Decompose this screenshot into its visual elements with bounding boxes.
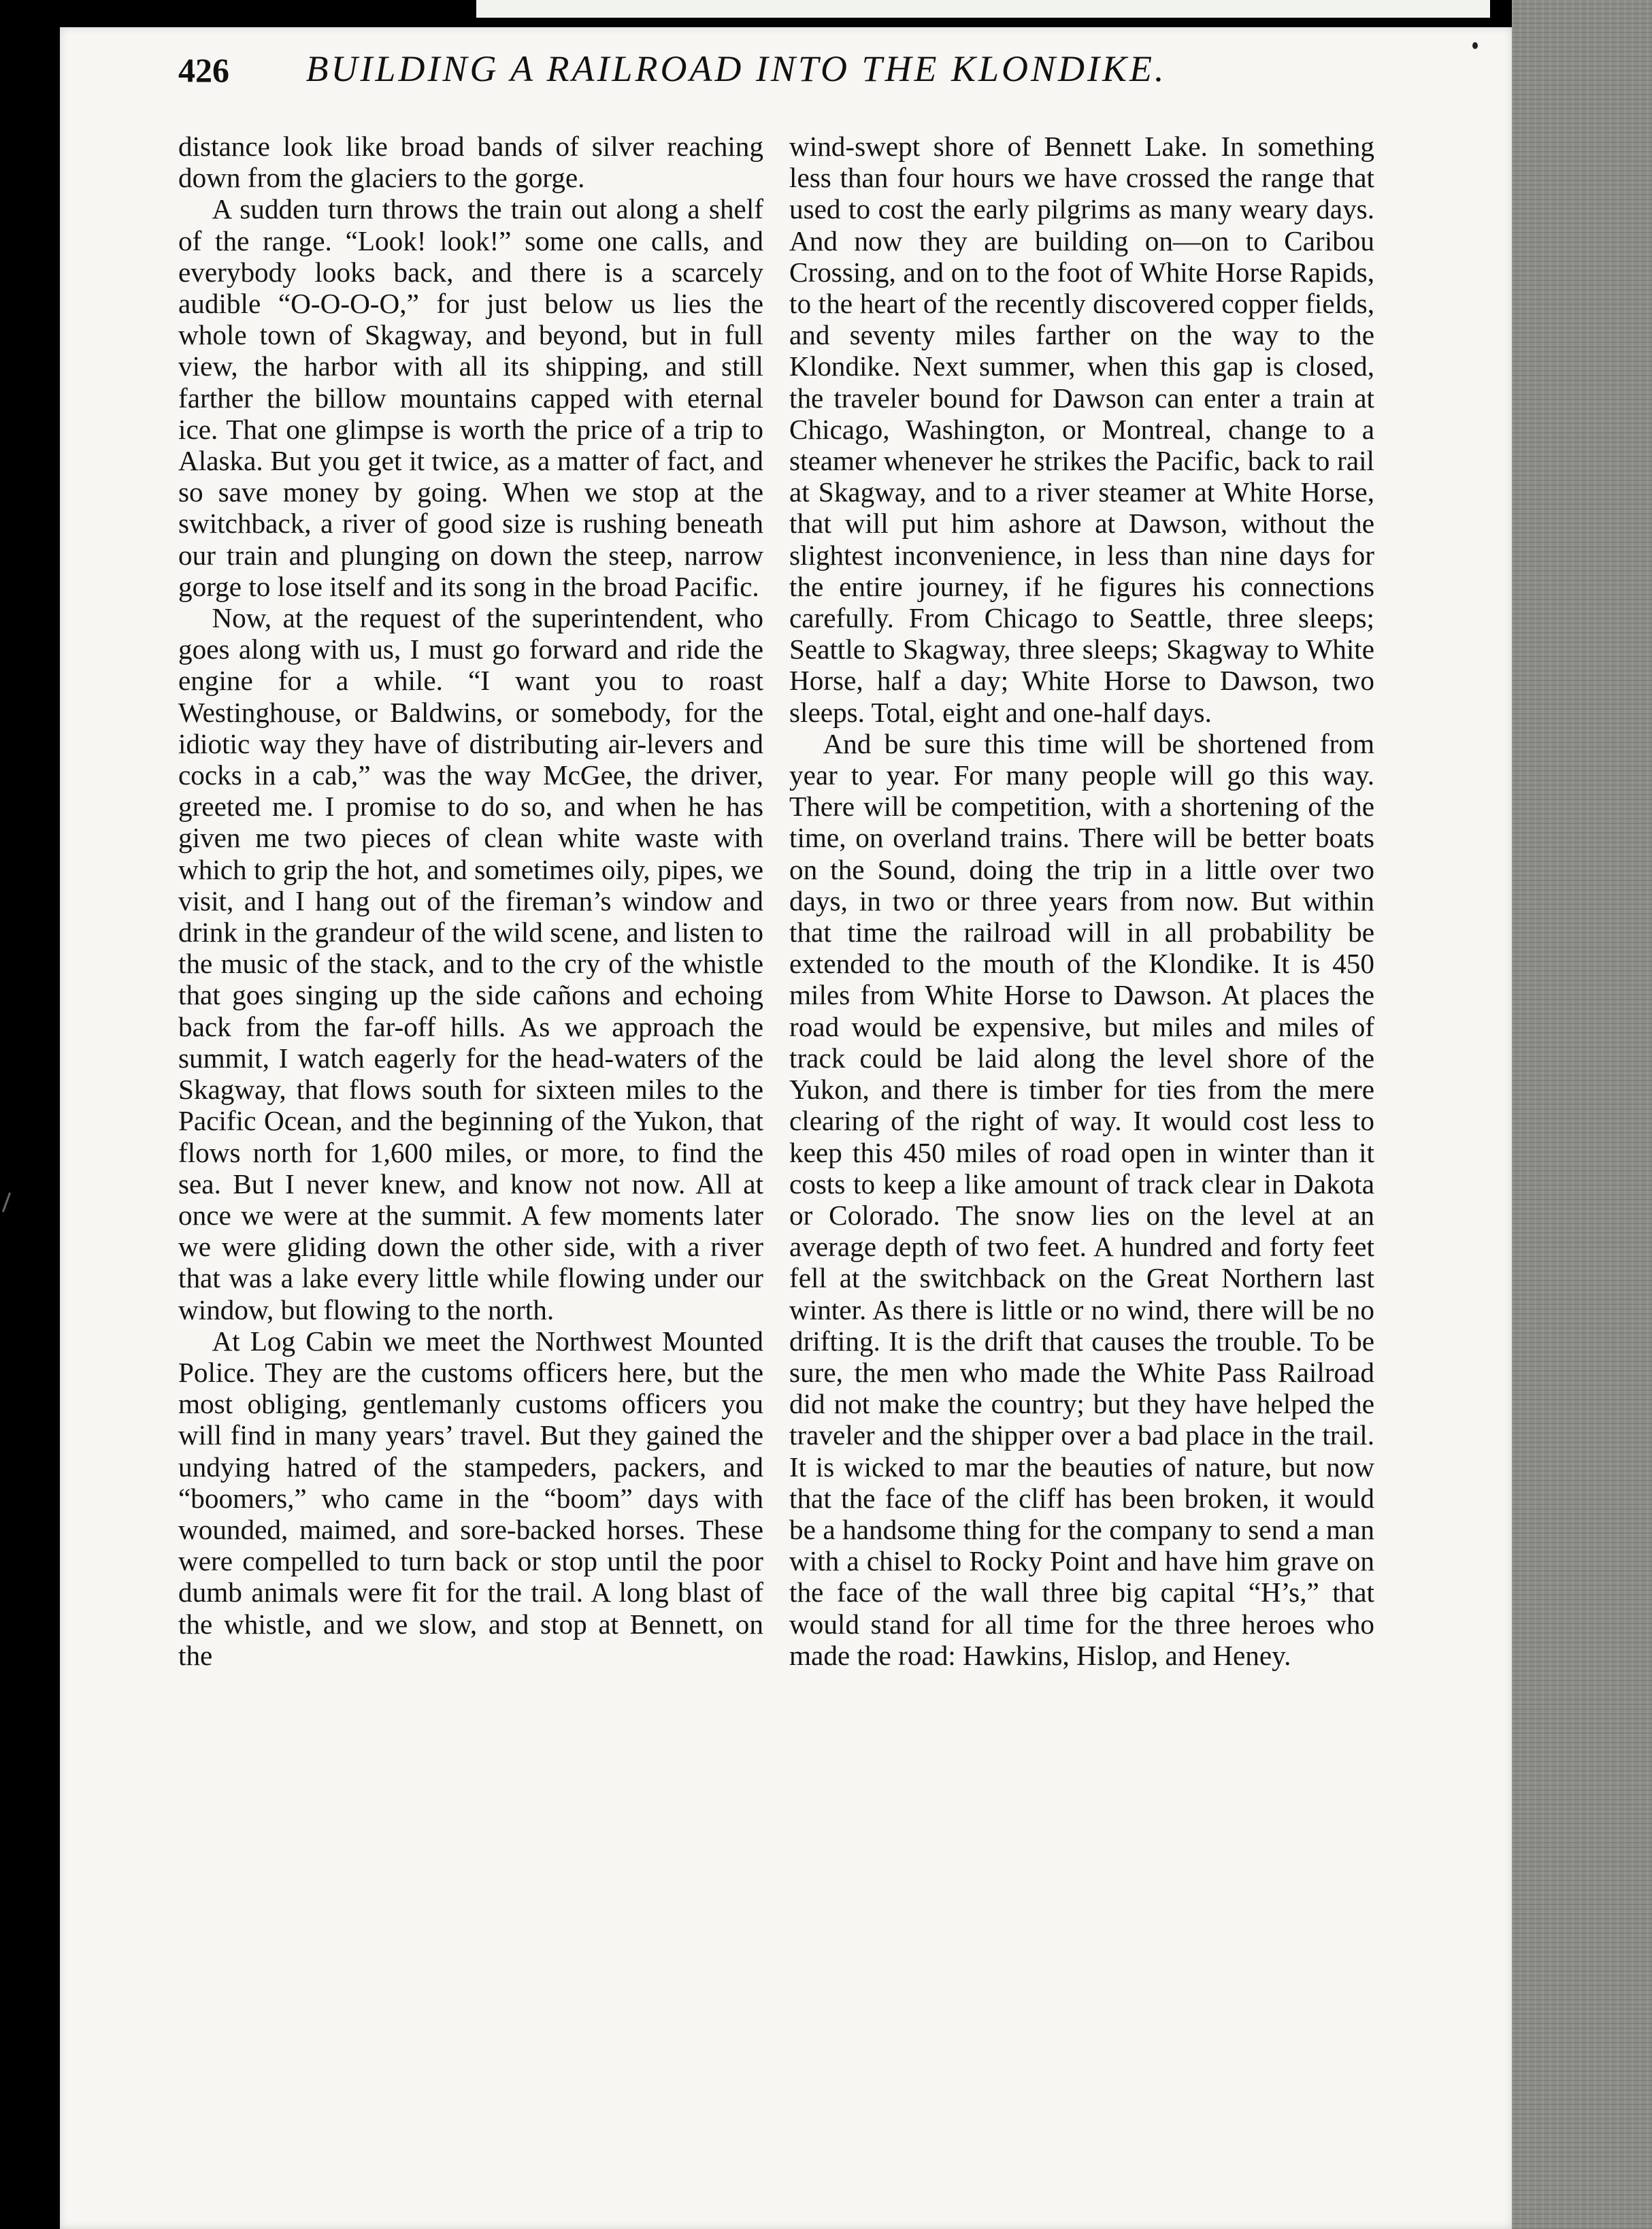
book-edge-margin [1512, 0, 1652, 2229]
page-header [178, 48, 1226, 102]
scan-mark [2, 1192, 11, 1212]
running-head: BUILDING A RAILROAD INTO THE KLONDIKE. [305, 48, 1167, 89]
paragraph: At Log Cabin we meet the Northwest Mounted Police. They are the customs officers here, but the most obliging, gentlemanly customs officers you will find in many years’ travel. But they gained the undying hatred of the stampeders, packers, and “boomers,” who came in the “boom” days with wounded, maimed, and sore-backed horses. These were compelled to turn back or stop until the poor dumb animals were fit for the trail. A long blast of the whistle, and we slow, and stop at Bennett, on the [178, 1325, 763, 1671]
left-text-column [178, 131, 763, 1968]
page-number: 426 [178, 51, 229, 89]
paragraph: Now, at the request of the superintendent, who goes along with us, I must go forward and ride the engine for a while. “I want you to roast Westinghouse, or Baldwins, or somebody, for the idiotic way they have of distributing air-levers and cocks in a cab,” was the way McGee, the driver, greeted me. I promise to do so, and when he has given me two pieces of clean white waste with which to grip the hot, and sometimes oily, pipes, we visit, and I hang out of the fireman’s window and drink in the grandeur of the wild scene, and listen to the music of the stack, and to the cry of the whistle that goes singing up the side cañons and echoing back from the far-off hills. As we approach the summit, I watch eagerly for the head-waters of the Skagway, that flows south for sixteen miles to the Pacific Ocean, and the beginning of the Yukon, that flows north for 1,600 miles, or more, to find the sea. But I never knew, and know not now. All at once we were at the summit. A few moments later we were gliding down the other side, with a river that was a lake every little while flowing under our window, but flowing to the north. [178, 602, 763, 1325]
ink-spot [1472, 42, 1478, 49]
right-text-column [789, 131, 1374, 1968]
paragraph: wind-swept shore of Bennett Lake. In something less than four hours we have crossed the range that used to cost the early pilgrims as many weary days. And now they are building on—on to Caribou Crossing, and on to the foot of White Horse Rapids, to the heart of the recently discovered copper fields, and seventy miles farther on the way to the Klondike. Next summer, when this gap is closed, the traveler bound for Dawson can enter a train at Chicago, Washington, or Montreal, change to a steamer whenever he strikes the Pacific, back to rail at Skagway, and to a river steamer at White Horse, that will put him ashore at Dawson, without the slightest inconvenience, in less than nine days for the entire journey, if he figures his connections carefully. From Chicago to Seattle, three sleeps; Seattle to Skagway, three sleeps; Skagway to White Horse, half a day; White Horse to Dawson, two sleeps. Total, eight and one-half days. [789, 131, 1374, 728]
top-paper-strip [476, 0, 1490, 18]
paragraph: distance look like broad bands of silver reaching down from the glaciers to the gorge. [178, 131, 763, 194]
paragraph: A sudden turn throws the train out along a shelf of the range. “Look! look!” some one calls, and everybody looks back, and there is a scarcely audible “O-O-O-O,” for just below us lies the whole town of Skagway, and beyond, but in full view, the harbor with all its shipping, and still farther the billow mountains capped with eternal ice. That one glimpse is worth the price of a trip to Alaska. But you get it twice, as a matter of fact, and so save money by going. When we stop at the switchback, a river of good size is rushing beneath our train and plunging on down the steep, narrow gorge to lose itself and its song in the broad Pacific. [178, 193, 763, 602]
paragraph: And be sure this time will be shortened from year to year. For many people will go this way. There will be competition, with a shortening of the time, on overland trains. There will be better boats on the Sound, doing the trip in a little over two days, in two or three years from now. But within that time the railroad will in all probability be extended to the mouth of the Klondike. It is 450 miles from White Horse to Dawson. At places the road would be expensive, but miles and miles of track could be laid along the level shore of the Yukon, and there is timber for ties from the mere clearing of the right of way. It would cost less to keep this 450 miles of road open in winter than it costs to keep a like amount of track clear in Dakota or Colorado. The snow lies on the level at an average depth of two feet. A hundred and forty feet fell at the switchback on the Great Northern last winter. As there is little or no wind, there will be no drifting. It is the drift that causes the trouble. To be sure, the men who made the White Pass Railroad did not make the country; but they have helped the traveler and the shipper over a bad place in the trail. It is wicked to mar the beauties of nature, but now that the face of the cliff has been broken, it would be a handsome thing for the company to send a man with a chisel to Rocky Point and have him grave on the face of the wall three big capital “H’s,” that would stand for all time for the three heroes who made the road: Hawkins, Hislop, and Heney. [789, 727, 1374, 1671]
